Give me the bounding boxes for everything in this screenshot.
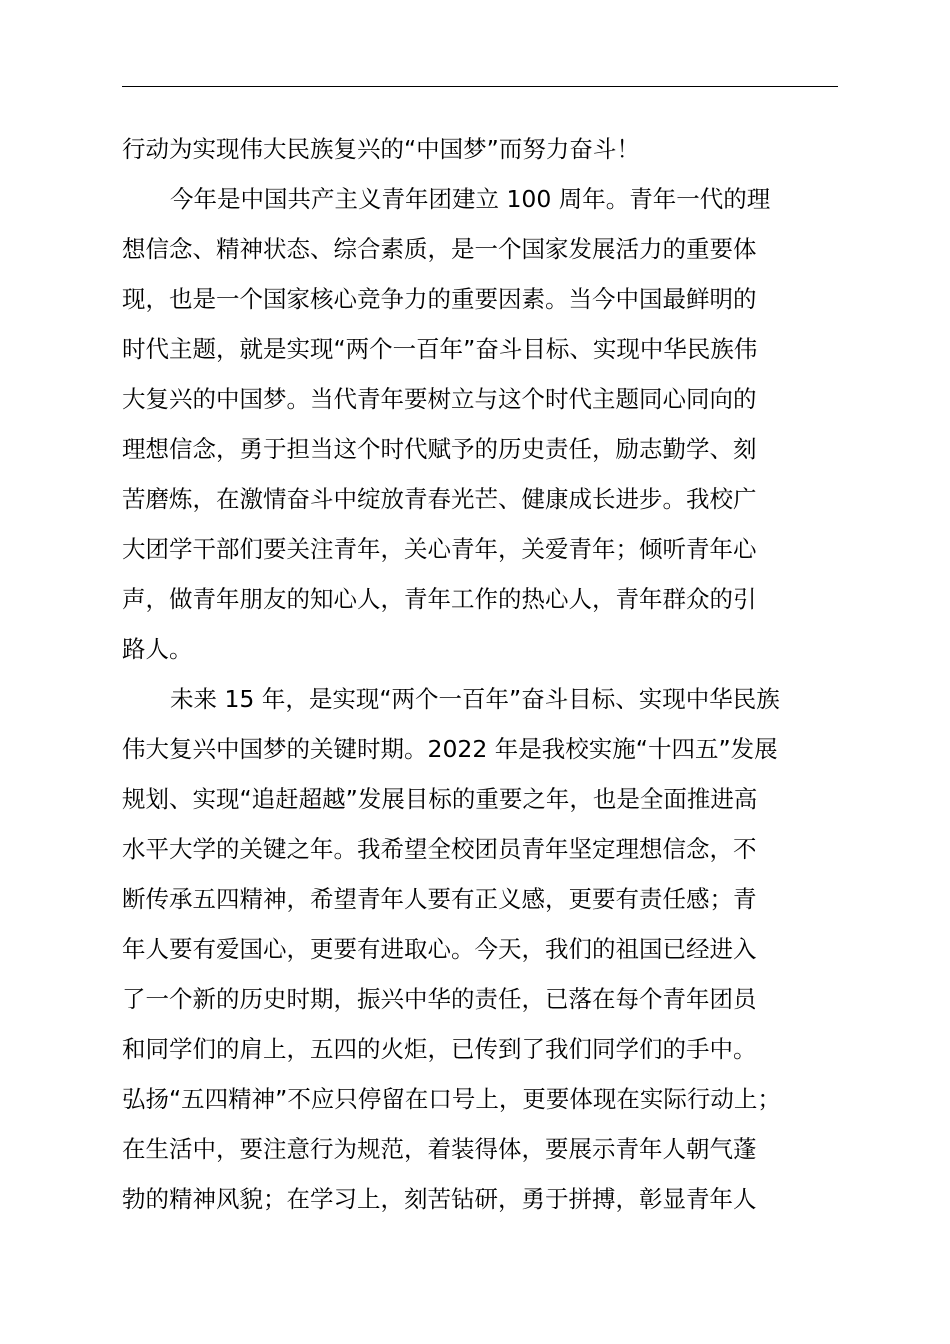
document-body — [122, 124, 862, 1224]
paragraph-3-line: 伟大复兴中国梦的关键时期。2022 年是我校实施“十四五”发展 — [122, 735, 778, 763]
paragraph-3-line: 规划、实现“追赶超越”发展目标的重要之年，也是全面推进高 — [122, 785, 758, 813]
paragraph-2-line: 大团学干部们要关注青年，关心青年，关爱青年；倾听青年心 — [122, 535, 757, 563]
paragraph-2-line: 现，也是一个国家核心竞争力的重要因素。当今中国最鲜明的 — [122, 285, 757, 313]
paragraph-2-line: 想信念、精神状态、综合素质，是一个国家发展活力的重要体 — [122, 235, 757, 263]
paragraph-3-line: 在生活中，要注意行为规范，着装得体，要展示青年人朝气蓬 — [122, 1135, 757, 1163]
paragraph-3-line: 弘扬“五四精神”不应只停留在口号上，更要体现在实际行动上； — [122, 1085, 781, 1113]
paragraph-3-line: 水平大学的关键之年。我希望全校团员青年坚定理想信念，不 — [122, 835, 757, 863]
paragraph-2-line: 声，做青年朋友的知心人，青年工作的热心人，青年群众的引 — [122, 585, 757, 613]
paragraph-2-first-line: 今年是中国共产主义青年团建立 100 周年。青年一代的理 — [170, 185, 771, 213]
header-rule — [122, 86, 838, 87]
paragraph-2-line: 时代主题，就是实现“两个一百年”奋斗目标、实现中华民族伟 — [122, 335, 758, 363]
paragraph-3-first-line: 未来 15 年，是实现“两个一百年”奋斗目标、实现中华民族 — [170, 685, 780, 713]
paragraph-2-line: 大复兴的中国梦。当代青年要树立与这个时代主题同心同向的 — [122, 385, 757, 413]
paragraph-3-line: 了一个新的历史时期，振兴中华的责任，已落在每个青年团员 — [122, 985, 757, 1013]
paragraph-2-line: 苦磨炼，在激情奋斗中绽放青春光芒、健康成长进步。我校广 — [122, 485, 757, 513]
paragraph-2-last-line: 路人。 — [122, 635, 193, 663]
paragraph-2-line: 理想信念，勇于担当这个时代赋予的历史责任，励志勤学、刻 — [122, 435, 757, 463]
paragraph-3-line: 和同学们的肩上，五四的火炬，已传到了我们同学们的手中。 — [122, 1035, 757, 1063]
paragraph-3-line: 勃的精神风貌；在学习上，刻苦钻研，勇于拼搏，彰显青年人 — [122, 1185, 757, 1213]
paragraph-3-line: 年人要有爱国心，更要有进取心。今天，我们的祖国已经进入 — [122, 935, 757, 963]
paragraph-3-line: 断传承五四精神，希望青年人要有正义感，更要有责任感；青 — [122, 885, 757, 913]
paragraph-1-continuation-line: 行动为实现伟大民族复兴的“中国梦”而努力奋斗！ — [122, 135, 640, 163]
